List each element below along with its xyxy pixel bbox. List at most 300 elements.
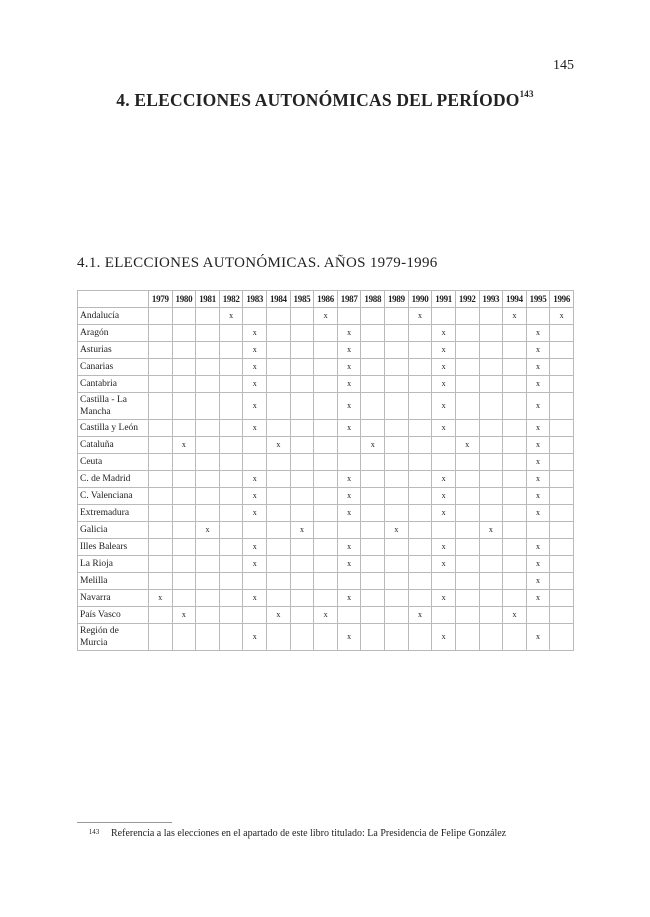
election-mark: x <box>526 420 550 437</box>
table-row <box>78 556 574 573</box>
empty-cell <box>385 308 409 325</box>
empty-cell <box>550 556 574 573</box>
election-mark: x <box>550 308 574 325</box>
election-mark: x <box>337 376 361 393</box>
empty-cell <box>385 359 409 376</box>
election-mark: x <box>196 522 220 539</box>
empty-cell <box>479 393 503 420</box>
empty-cell <box>314 359 338 376</box>
empty-cell <box>479 359 503 376</box>
empty-cell <box>267 420 291 437</box>
election-mark: x <box>314 607 338 624</box>
empty-cell <box>337 607 361 624</box>
elections-table <box>77 290 574 651</box>
empty-cell <box>550 573 574 590</box>
year-header-1983: 1983 <box>243 291 267 308</box>
year-header-1995: 1995 <box>526 291 550 308</box>
empty-cell <box>432 607 456 624</box>
empty-cell <box>361 308 385 325</box>
empty-cell <box>455 556 479 573</box>
empty-cell <box>314 454 338 471</box>
election-mark: x <box>337 359 361 376</box>
year-header-1987: 1987 <box>337 291 361 308</box>
empty-cell <box>290 590 314 607</box>
empty-cell <box>219 556 243 573</box>
empty-cell <box>196 556 220 573</box>
empty-cell <box>172 488 196 505</box>
empty-cell <box>314 376 338 393</box>
empty-cell <box>219 325 243 342</box>
empty-cell <box>455 573 479 590</box>
region-name: Cantabria <box>78 376 149 393</box>
empty-cell <box>196 437 220 454</box>
empty-cell <box>408 556 432 573</box>
empty-cell <box>219 393 243 420</box>
empty-cell <box>219 454 243 471</box>
footnote-number: 143 <box>88 828 100 836</box>
footnote <box>77 828 577 839</box>
region-name: Galicia <box>78 522 149 539</box>
empty-cell <box>314 573 338 590</box>
election-mark: x <box>337 393 361 420</box>
table-row <box>78 624 574 651</box>
empty-cell <box>455 471 479 488</box>
table-row <box>78 590 574 607</box>
empty-cell <box>361 522 385 539</box>
empty-cell <box>267 488 291 505</box>
empty-cell <box>479 624 503 651</box>
empty-cell <box>149 505 173 522</box>
empty-cell <box>361 454 385 471</box>
empty-cell <box>172 454 196 471</box>
election-mark: x <box>267 607 291 624</box>
elections-table-body <box>78 308 574 651</box>
election-mark: x <box>243 393 267 420</box>
empty-cell <box>361 624 385 651</box>
empty-cell <box>149 556 173 573</box>
election-mark: x <box>526 573 550 590</box>
table-row <box>78 522 574 539</box>
empty-cell <box>361 393 385 420</box>
empty-cell <box>149 325 173 342</box>
empty-cell <box>314 488 338 505</box>
empty-cell <box>503 522 527 539</box>
empty-cell <box>314 325 338 342</box>
empty-cell <box>290 488 314 505</box>
empty-cell <box>267 539 291 556</box>
empty-cell <box>149 359 173 376</box>
empty-cell <box>408 505 432 522</box>
region-name: C. Valenciana <box>78 488 149 505</box>
empty-cell <box>503 539 527 556</box>
empty-cell <box>172 556 196 573</box>
empty-cell <box>432 437 456 454</box>
empty-cell <box>408 376 432 393</box>
election-mark: x <box>526 325 550 342</box>
empty-cell <box>455 522 479 539</box>
election-mark: x <box>337 420 361 437</box>
empty-cell <box>432 454 456 471</box>
election-mark: x <box>503 308 527 325</box>
empty-cell <box>479 607 503 624</box>
election-mark: x <box>243 556 267 573</box>
empty-cell <box>503 376 527 393</box>
empty-cell <box>455 590 479 607</box>
empty-cell <box>196 342 220 359</box>
empty-cell <box>526 522 550 539</box>
empty-cell <box>408 522 432 539</box>
year-header-1980: 1980 <box>172 291 196 308</box>
year-header-1992: 1992 <box>455 291 479 308</box>
empty-cell <box>503 325 527 342</box>
empty-cell <box>550 471 574 488</box>
empty-cell <box>290 607 314 624</box>
empty-cell <box>479 539 503 556</box>
empty-cell <box>243 522 267 539</box>
empty-cell <box>196 454 220 471</box>
year-header-1990: 1990 <box>408 291 432 308</box>
election-mark: x <box>432 393 456 420</box>
empty-cell <box>267 471 291 488</box>
election-mark: x <box>526 359 550 376</box>
year-header-1988: 1988 <box>361 291 385 308</box>
region-name: País Vasco <box>78 607 149 624</box>
election-mark: x <box>243 359 267 376</box>
empty-cell <box>479 376 503 393</box>
empty-cell <box>290 393 314 420</box>
empty-cell <box>361 376 385 393</box>
empty-cell <box>149 573 173 590</box>
empty-cell <box>361 488 385 505</box>
election-mark: x <box>432 539 456 556</box>
empty-cell <box>361 420 385 437</box>
empty-cell <box>290 505 314 522</box>
election-mark: x <box>432 488 456 505</box>
empty-cell <box>503 505 527 522</box>
empty-cell <box>503 556 527 573</box>
empty-cell <box>219 522 243 539</box>
region-name: Castilla y León <box>78 420 149 437</box>
table-row <box>78 342 574 359</box>
empty-cell <box>243 454 267 471</box>
empty-cell <box>385 471 409 488</box>
election-mark: x <box>526 590 550 607</box>
empty-cell <box>196 325 220 342</box>
empty-cell <box>243 573 267 590</box>
empty-cell <box>267 573 291 590</box>
empty-cell <box>267 624 291 651</box>
year-header-1981: 1981 <box>196 291 220 308</box>
empty-cell <box>479 488 503 505</box>
region-name: Región de Murcia <box>78 624 149 651</box>
empty-cell <box>267 342 291 359</box>
election-mark: x <box>432 420 456 437</box>
empty-cell <box>219 539 243 556</box>
region-name: Melilla <box>78 573 149 590</box>
page-number: 145 <box>553 58 574 73</box>
election-mark: x <box>243 342 267 359</box>
empty-cell <box>267 308 291 325</box>
footnote-rule <box>77 822 172 823</box>
empty-cell <box>361 471 385 488</box>
empty-cell <box>503 420 527 437</box>
empty-cell <box>172 342 196 359</box>
election-mark: x <box>243 325 267 342</box>
empty-cell <box>550 359 574 376</box>
empty-cell <box>314 590 338 607</box>
election-mark: x <box>526 437 550 454</box>
empty-cell <box>196 376 220 393</box>
empty-cell <box>408 359 432 376</box>
empty-cell <box>455 308 479 325</box>
election-mark: x <box>219 308 243 325</box>
region-name: Cataluña <box>78 437 149 454</box>
empty-cell <box>243 308 267 325</box>
empty-cell <box>455 454 479 471</box>
empty-cell <box>385 539 409 556</box>
election-mark: x <box>290 522 314 539</box>
empty-cell <box>172 393 196 420</box>
region-name: Castilla - La Mancha <box>78 393 149 420</box>
region-name: Canarias <box>78 359 149 376</box>
empty-cell <box>172 308 196 325</box>
table-row <box>78 471 574 488</box>
empty-cell <box>149 488 173 505</box>
empty-cell <box>314 556 338 573</box>
title-footnote-ref: 143 <box>519 89 534 99</box>
election-mark: x <box>243 488 267 505</box>
empty-cell <box>149 539 173 556</box>
elections-table-head <box>78 291 574 308</box>
empty-cell <box>196 359 220 376</box>
empty-cell <box>550 376 574 393</box>
region-name: La Rioja <box>78 556 149 573</box>
empty-cell <box>149 437 173 454</box>
region-name: Illes Balears <box>78 539 149 556</box>
empty-cell <box>479 454 503 471</box>
region-name: Aragón <box>78 325 149 342</box>
empty-cell <box>550 325 574 342</box>
election-mark: x <box>337 488 361 505</box>
empty-cell <box>479 471 503 488</box>
election-mark: x <box>243 539 267 556</box>
region-name: C. de Madrid <box>78 471 149 488</box>
empty-cell <box>337 522 361 539</box>
year-header-1982: 1982 <box>219 291 243 308</box>
empty-cell <box>314 522 338 539</box>
empty-cell <box>479 420 503 437</box>
table-row <box>78 308 574 325</box>
empty-cell <box>503 488 527 505</box>
empty-cell <box>503 342 527 359</box>
region-name: Ceuta <box>78 454 149 471</box>
empty-cell <box>479 325 503 342</box>
table-row <box>78 437 574 454</box>
empty-cell <box>219 437 243 454</box>
empty-cell <box>149 376 173 393</box>
election-mark: x <box>408 308 432 325</box>
empty-cell <box>455 624 479 651</box>
year-header-1991: 1991 <box>432 291 456 308</box>
election-mark: x <box>243 505 267 522</box>
empty-cell <box>337 573 361 590</box>
empty-cell <box>172 624 196 651</box>
election-mark: x <box>361 437 385 454</box>
empty-cell <box>503 359 527 376</box>
empty-cell <box>361 539 385 556</box>
empty-cell <box>172 522 196 539</box>
empty-cell <box>503 393 527 420</box>
empty-cell <box>149 454 173 471</box>
election-mark: x <box>503 607 527 624</box>
election-mark: x <box>408 607 432 624</box>
election-mark: x <box>337 624 361 651</box>
table-row <box>78 539 574 556</box>
table-row <box>78 488 574 505</box>
empty-cell <box>267 522 291 539</box>
section-heading: 4.1. ELECCIONES AUTONÓMICAS. AÑOS 1979-1996 <box>77 255 438 271</box>
empty-cell <box>408 488 432 505</box>
election-mark: x <box>337 471 361 488</box>
empty-cell <box>361 607 385 624</box>
empty-cell <box>432 573 456 590</box>
page-title <box>0 90 650 111</box>
election-mark: x <box>432 325 456 342</box>
empty-cell <box>479 556 503 573</box>
empty-cell <box>385 505 409 522</box>
empty-cell <box>455 376 479 393</box>
empty-cell <box>479 437 503 454</box>
year-header-1993: 1993 <box>479 291 503 308</box>
empty-cell <box>196 505 220 522</box>
empty-cell <box>149 393 173 420</box>
empty-cell <box>243 437 267 454</box>
empty-cell <box>385 393 409 420</box>
empty-cell <box>385 342 409 359</box>
empty-cell <box>172 505 196 522</box>
empty-cell <box>314 342 338 359</box>
empty-cell <box>408 325 432 342</box>
table-row <box>78 607 574 624</box>
empty-cell <box>149 342 173 359</box>
election-mark: x <box>526 488 550 505</box>
empty-cell <box>267 590 291 607</box>
empty-cell <box>314 624 338 651</box>
empty-cell <box>267 325 291 342</box>
empty-cell <box>314 505 338 522</box>
empty-cell <box>196 471 220 488</box>
table-row <box>78 325 574 342</box>
empty-cell <box>455 420 479 437</box>
election-mark: x <box>243 624 267 651</box>
election-mark: x <box>243 420 267 437</box>
election-mark: x <box>432 624 456 651</box>
empty-cell <box>550 393 574 420</box>
empty-cell <box>172 573 196 590</box>
empty-cell <box>172 359 196 376</box>
empty-cell <box>361 342 385 359</box>
empty-cell <box>479 342 503 359</box>
empty-cell <box>196 573 220 590</box>
election-mark: x <box>526 505 550 522</box>
empty-cell <box>290 573 314 590</box>
empty-cell <box>385 420 409 437</box>
election-mark: x <box>526 539 550 556</box>
election-mark: x <box>337 556 361 573</box>
empty-cell <box>455 393 479 420</box>
empty-cell <box>337 308 361 325</box>
footnote-text: Referencia a las elecciones en el apartado de este libro titulado: La Presidencia de Felipe González <box>111 828 507 839</box>
election-mark: x <box>432 471 456 488</box>
election-mark: x <box>172 437 196 454</box>
empty-cell <box>432 522 456 539</box>
empty-cell <box>337 454 361 471</box>
election-mark: x <box>526 342 550 359</box>
empty-cell <box>267 505 291 522</box>
empty-cell <box>526 607 550 624</box>
table-row <box>78 454 574 471</box>
election-mark: x <box>432 342 456 359</box>
year-header-1979: 1979 <box>149 291 173 308</box>
table-row <box>78 420 574 437</box>
empty-cell <box>267 454 291 471</box>
empty-cell <box>550 624 574 651</box>
empty-cell <box>385 624 409 651</box>
election-mark: x <box>267 437 291 454</box>
year-header-1989: 1989 <box>385 291 409 308</box>
empty-cell <box>479 573 503 590</box>
election-mark: x <box>337 590 361 607</box>
region-name: Navarra <box>78 590 149 607</box>
empty-cell <box>503 573 527 590</box>
empty-cell <box>479 590 503 607</box>
empty-cell <box>503 437 527 454</box>
empty-cell <box>290 420 314 437</box>
election-mark: x <box>243 471 267 488</box>
empty-cell <box>408 393 432 420</box>
election-mark: x <box>243 376 267 393</box>
empty-cell <box>361 573 385 590</box>
empty-cell <box>172 325 196 342</box>
empty-cell <box>526 308 550 325</box>
election-mark: x <box>526 556 550 573</box>
empty-cell <box>385 488 409 505</box>
empty-cell <box>290 325 314 342</box>
empty-cell <box>196 420 220 437</box>
empty-cell <box>219 420 243 437</box>
empty-cell <box>408 471 432 488</box>
empty-cell <box>337 437 361 454</box>
empty-cell <box>503 624 527 651</box>
empty-cell <box>550 342 574 359</box>
empty-cell <box>290 437 314 454</box>
page-title-text: 4. ELECCIONES AUTONÓMICAS DEL PERÍODO <box>116 90 520 110</box>
empty-cell <box>408 420 432 437</box>
empty-cell <box>267 393 291 420</box>
empty-cell <box>432 308 456 325</box>
empty-cell <box>290 376 314 393</box>
empty-cell <box>385 325 409 342</box>
region-name: Asturias <box>78 342 149 359</box>
election-mark: x <box>455 437 479 454</box>
empty-cell <box>550 437 574 454</box>
empty-cell <box>550 590 574 607</box>
empty-cell <box>385 556 409 573</box>
empty-cell <box>172 471 196 488</box>
empty-cell <box>219 607 243 624</box>
empty-cell <box>550 607 574 624</box>
empty-cell <box>503 471 527 488</box>
